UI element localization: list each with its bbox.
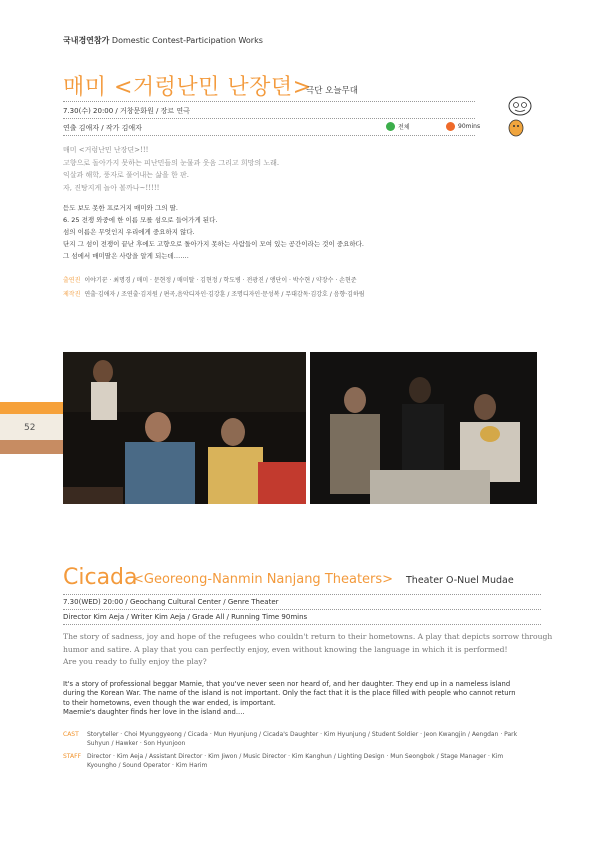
staff-label: STAFF [63,753,82,760]
staff-label: 제작진 [63,291,81,298]
divider [63,609,541,610]
rating-label: 전체 [398,124,410,131]
description-line: during the Korean War. The name of the island is not important. Only the fact that it is the place filled with people who cannot return [63,689,516,698]
kr-schedule: 7.30(수) 20:00 / 거창문화원 / 장르 연극 [63,107,190,115]
rating-badge [386,122,410,131]
divider [63,118,475,119]
page-tab-bottom [0,440,63,454]
description-line: It's a story of professional beggar Mamie, that you've never seen nor heard of, and her daughter. They end up in a nameless island [63,680,511,688]
description-line: 섬의 이름은 무엇인지 우리에게 중요하지 않다. [63,228,195,236]
en-intro [63,631,553,669]
staff-line: Kyoungho / Sound Operator · Kim Harim [87,762,208,769]
section-label [63,35,263,46]
divider [63,594,541,595]
poem-line: 고향으로 돌아가지 못하는 피난민들의 눈물과 웃음 그리고 희망의 노래. [63,158,280,167]
clock-icon [446,122,455,131]
description-line: 듣도 보도 못한 프로거지 매미와 그의 딸. [63,204,178,212]
intro-line: The story of sadness, joy and hope of the refugees who couldn't return to their hometowns. A play that depicts sorrow through [63,632,553,641]
kr-description [63,202,364,262]
kr-poem [63,144,279,194]
staff-line: Director · Kim Aeja / Assistant Director · Kim Jiwon / Music Director · Kim Kanghun / Lighting Design · Mun Seongbok / Stage Manager · Kim [87,753,504,760]
stage-photo-left [63,352,306,504]
cast-line: Storyteller · Choi Myunggyeong / Cicada · Mun Hyunjung / Cicada's Daughter · Kim Hyunjung / Student Soldier · Jeon Kwangjin / Aengdan · Park [87,731,518,738]
en-company: Theater O-Nuel Mudae [406,575,514,586]
description-line: Maemie's daughter finds her love in the island and.... [63,708,245,717]
cast-label: 출연진 [63,277,81,284]
staff-list: 연출·김애자 / 조연출·김지원 / 편곡,음악디자인·김강훈 / 조명디자인·문성복 / 무대감독·김강호 / 음향·김하림 [84,291,365,298]
cast-list: 이야기꾼 · 최명경 / 매미 · 문현정 / 매미딸 · 김현정 / 학도병 · 전광진 / 앵단이 · 박수현 / 약장수 · 손현준 [84,277,357,284]
runtime-label: 90mins [458,123,481,130]
page-tab-top [0,402,63,414]
intro-line: Are you ready to fully enjoy the play? [63,657,207,666]
divider [63,624,541,625]
poem-line: 매미 <거렁난민 난장뎐>!!! [63,146,149,154]
cast-label: CAST [63,731,79,738]
kr-staff [63,289,365,298]
intro-line: humor and satire. A play that you can perfectly enjoy, even without knowing the language in which it is performed! [63,644,508,654]
description-line: 6. 25 전쟁 와중에 한 이름 모를 섬으로 들어가게 된다. [63,216,218,224]
description-line: 그 섬에서 매미딸은 사랑을 알게 되는데……. [63,252,189,260]
section-label-kr: 국내경연참가 [63,36,110,45]
kr-title: 매미 <거렁난민 난장뎐> [63,75,312,100]
en-description [63,680,541,718]
en-staff [63,752,541,770]
en-title: Cicada [63,565,138,590]
en-subtitle: <Georeong-Nanmin Nanjang Theaters> [133,572,394,587]
divider [63,135,475,136]
cast-line: Suhyun / Hawker · Son Hyunjoon [87,740,186,747]
runtime-badge [446,122,480,131]
divider [63,101,475,102]
en-schedule: 7.30(WED) 20:00 / Geochang Cultural Center / Genre Theater [63,598,279,606]
en-staff-line: Director Kim Aeja / Writer Kim Aeja / Grade All / Running Time 90mins [63,613,308,621]
rating-icon [386,122,395,131]
poem-line: 자, 진탕지게 놀아 볼까나~!!!!! [63,183,160,192]
cicada-mascot-icon [507,95,533,143]
kr-company: 극단 오늘무대 [306,86,358,96]
kr-staff-line: 연출 김애자 / 작가 김애자 [63,124,142,132]
en-cast [63,730,541,748]
stage-photo-right [310,352,537,504]
kr-cast [63,275,357,284]
description-line: 단지 그 섬이 전쟁이 끝난 후에도 고향으로 돌아가지 못하는 사람들이 모여 있는 공간이라는 것이 중요하다. [63,240,364,248]
poem-line: 익살과 해학, 풍자로 풀어내는 삶을 한 판. [63,171,189,179]
description-line: to their hometowns, even though the war ended, is important. [63,698,276,707]
section-label-en: Domestic Contest-Participation Works [111,36,263,45]
page-number: 52 [24,423,36,433]
